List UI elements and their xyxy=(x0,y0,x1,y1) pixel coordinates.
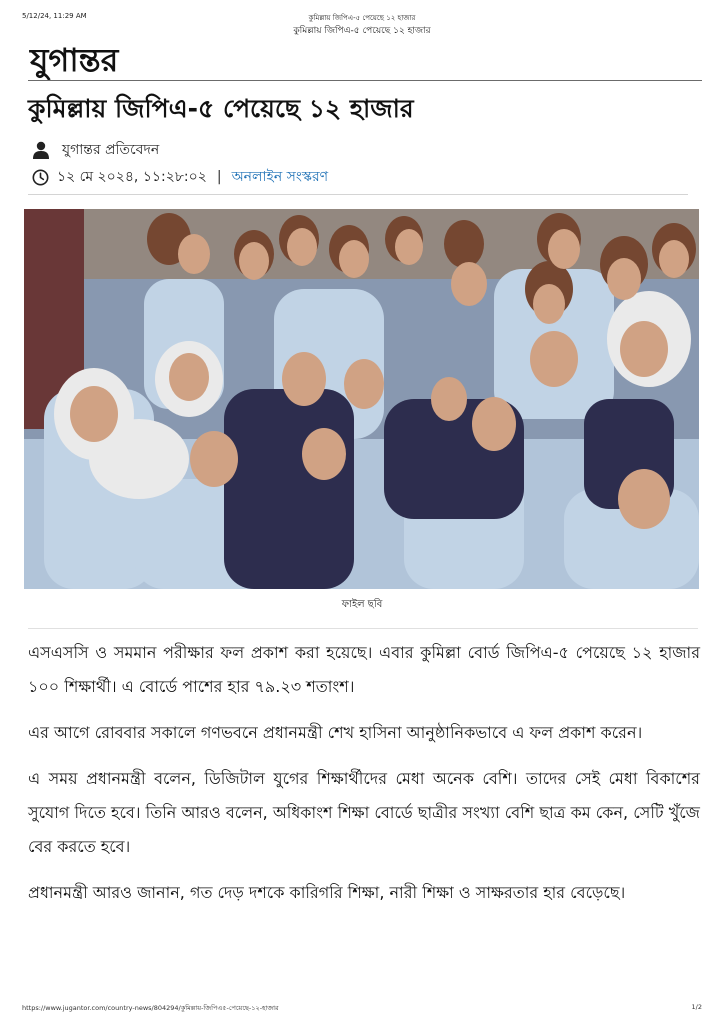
logo-text: যুগান্তর xyxy=(30,41,119,79)
article-byline xyxy=(32,139,159,161)
meta-divider xyxy=(28,194,688,195)
user-icon xyxy=(32,141,50,159)
print-page-number: 1/2 xyxy=(691,1003,702,1011)
photo-caption: ফাইল ছবি xyxy=(341,599,383,610)
publish-timestamp: ১২ মে ২০২৪, ১১:২৮:০২ xyxy=(57,169,207,185)
meta-separator: | xyxy=(216,169,222,185)
jugantor-logo[interactable] xyxy=(28,40,198,80)
article-meta xyxy=(32,166,328,188)
masthead-divider xyxy=(28,80,702,81)
author-name: যুগান্তর প্রতিবেদন xyxy=(62,142,160,158)
print-title: কুমিল্লায় জিপিএ-৫ পেয়েছে ১২ হাজার xyxy=(308,14,416,22)
article-paragraph: এর আগে রোববার সকালে গণভবনে প্রধানমন্ত্রী শেখ হাসিনা আনুষ্ঠানিকভাবে এ ফল প্রকাশ করেন। xyxy=(28,723,643,742)
article-photo xyxy=(24,209,699,589)
article-body xyxy=(28,636,700,922)
caption-divider xyxy=(28,628,698,629)
article-headline: কুমিল্লায় জিপিএ-৫ পেয়েছে ১২ হাজার xyxy=(28,94,414,123)
print-datetime: 5/12/24, 11:29 AM xyxy=(22,12,87,20)
edition-link[interactable]: অনলাইন সংস্করণ xyxy=(231,169,329,185)
print-title-secondary: কুমিল্লায় জিপিএ-৫ পেয়েছে ১২ হাজার xyxy=(293,26,431,36)
clock-icon xyxy=(32,169,49,186)
article-paragraph: এসএসসি ও সমমান পরীক্ষার ফল প্রকাশ করা হয়েছে। এবার কুমিল্লা বোর্ড জিপিএ-৫ পেয়েছে ১২ হাজার ১০০ শিক্ষার্থী। এ বোর্ডে পাশের হার ৭৯.২৩ শতাংশ। xyxy=(28,643,700,696)
article-paragraph: এ সময় প্রধানমন্ত্রী বলেন, ডিজিটাল যুগের শিক্ষার্থীদের মেধা অনেক বেশি। তাদের সেই মেধা বিকাশের সুযোগ দিতে হবে। তিনি আরও বলেন, অধিকাংশ শিক্ষা বোর্ডে ছাত্রীর সংখ্যা বেশি ছাত্র কম কেন, সেটি খুঁজে বের করতে হবে। xyxy=(28,769,700,856)
print-url: https://www.jugantor.com/country-news/804294/কুমিল্লায়-জিপিএ৫-পেয়েছে-১২-হাজার xyxy=(22,1004,279,1012)
logo-wordmark xyxy=(28,40,198,80)
print-header xyxy=(22,10,702,38)
article-paragraph: প্রধানমন্ত্রী আরও জানান, গত দেড় দশকে কারিগরি শিক্ষা, নারী শিক্ষা ও সাক্ষরতার হার বেড়েছে। xyxy=(28,883,626,902)
